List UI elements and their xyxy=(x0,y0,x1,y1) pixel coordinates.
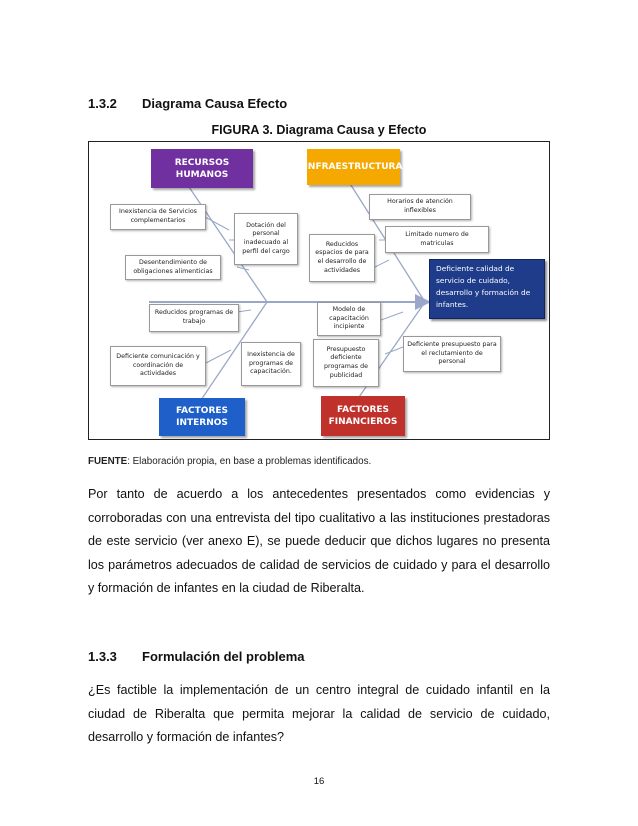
section-number-2: 1.3.3 xyxy=(88,649,117,664)
source-text: : Elaboración propia, en base a problemas identificados. xyxy=(127,456,372,467)
category-recursos-humanos: RECURSOS HUMANOS xyxy=(151,149,253,188)
source-label: FUENTE xyxy=(88,456,128,467)
source-note xyxy=(88,456,371,467)
cause-deficiente-comunicacion: Deficiente comunicación y coordinación de actividades xyxy=(110,346,206,386)
cause-dotacion-personal: Dotación del personal inadecuado al perfil del cargo xyxy=(234,213,298,265)
effect-box: Deficiente calidad de servicio de cuidado, desarrollo y formación de infantes. xyxy=(429,259,545,319)
category-factores-financieros: FACTORES FINANCIEROS xyxy=(321,396,405,436)
category-infraestructura: INFRAESTRUCTURA xyxy=(307,149,400,185)
fishbone-diagram xyxy=(88,141,550,440)
paragraph-1: Por tanto de acuerdo a los antecedentes presentados como evidencias y corroboradas con una entrevista del tipo cualitativo a las instituciones prestadoras de este servicio (ver anexo E), se puede deducir que dichos lugares no presenta los parámetros adecuados de calidad de servicios de cuidado y para el desarrollo y formación de infantes en la ciudad de Riberalta. xyxy=(88,487,550,596)
cause-reducidos-espacios: Reducidos espacios de para el desarrollo de actividades xyxy=(309,234,375,282)
cause-inexistencia-programas: Inexistencia de programas de capacitación. xyxy=(241,342,301,386)
cause-modelo-capacitacion: Modelo de capacitación incipiente xyxy=(317,302,381,336)
section-number: 1.3.2 xyxy=(88,96,117,111)
section-title: Diagrama Causa Efecto xyxy=(142,96,288,111)
figure-title: FIGURA 3. Diagrama Causa y Efecto xyxy=(211,123,427,137)
page-number: 16 xyxy=(313,776,325,787)
cause-presupuesto-reclutamiento: Deficiente presupuesto para el reclutamiento de personal xyxy=(403,336,501,372)
cause-inexistencia-servicios: Inexistencia de Servicios complementarios xyxy=(110,204,206,230)
cause-presupuesto-publicidad: Presupuesto deficiente programas de publicidad xyxy=(313,339,379,387)
cause-reducidos-programas: Reducidos programas de trabajo xyxy=(149,304,239,332)
cause-desentendimiento: Desentendimiento de obligaciones alimenticias xyxy=(125,255,221,280)
paragraph-2: ¿Es factible la implementación de un centro integral de cuidado infantil en la ciudad de Riberalta que permita mejorar la calidad de servicio de cuidado, desarrollo y formación de infantes? xyxy=(88,683,550,745)
section-title-2: Formulación del problema xyxy=(142,649,305,664)
cause-limitado-numero: Limitado numero de matriculas xyxy=(385,226,489,253)
cause-horarios: Horarios de atención inflexibles xyxy=(369,194,471,220)
category-factores-internos: FACTORES INTERNOS xyxy=(159,398,245,436)
